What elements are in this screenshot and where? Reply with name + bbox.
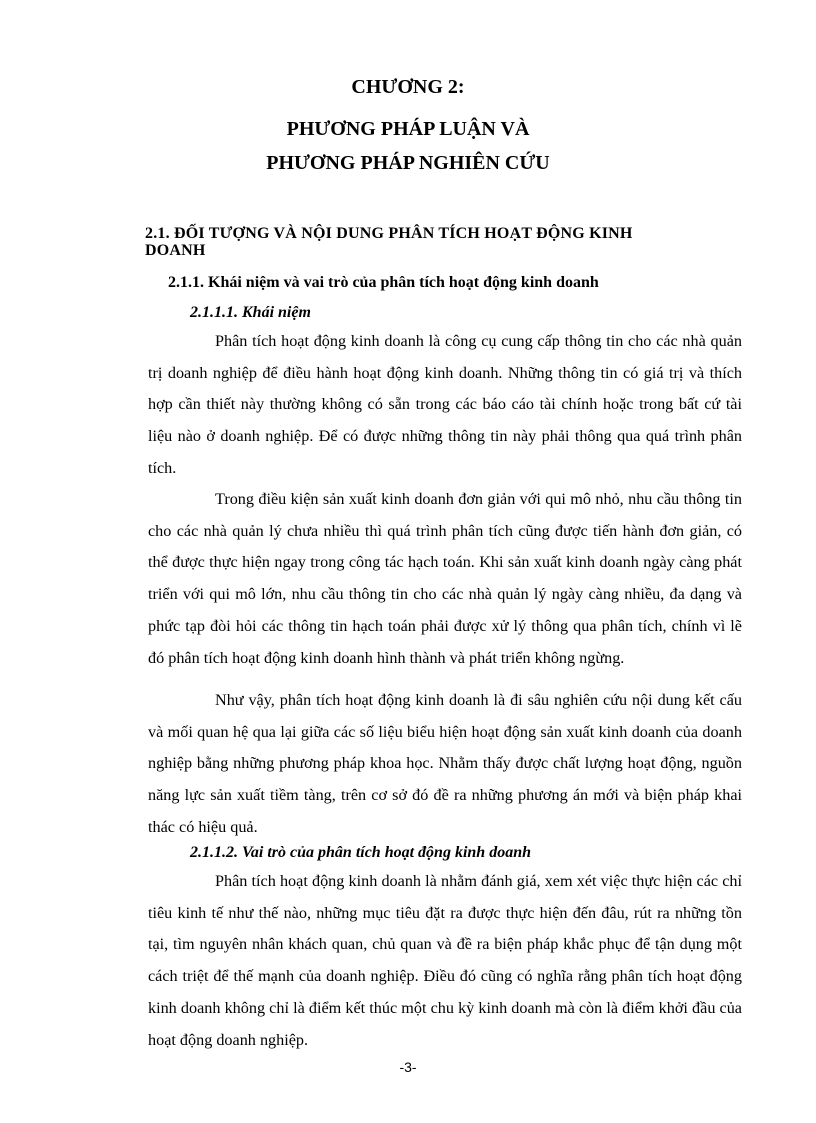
chapter-title-line-2: PHƯƠNG PHÁP NGHIÊN CỨU bbox=[266, 152, 550, 174]
section-heading-2-1-1-1: 2.1.1.1. Khái niệm bbox=[190, 304, 311, 321]
paragraph-vai-tro-1: Phân tích hoạt động kinh doanh là nhằm đánh giá, xem xét việc thực hiện các chỉ tiêu kinh tế như thế nào, những mục tiêu đặt ra được thực hiện đến đâu, rút ra những tồn tại, tìm nguyên nhân khách quan, chủ quan và đề ra biện pháp khắc phục để tận dụng một cách triệt để thế mạnh của doanh nghiệp. Điều đó cũng có nghĩa rằng phân tích hoạt động kinh doanh không chỉ là điểm kết thúc một chu kỳ kinh doanh mà còn là điểm khởi đầu của hoạt động doanh nghiệp. bbox=[148, 872, 742, 1049]
section-heading-2-1-1: 2.1.1. Khái niệm và vai trò của phân tích hoạt động kinh doanh bbox=[168, 274, 599, 291]
page-number: -3- bbox=[399, 1059, 417, 1075]
paragraph-khai-niem-2: Trong điều kiện sản xuất kinh doanh đơn giản với qui mô nhỏ, nhu cầu thông tin cho các nhà quản lý chưa nhiều thì quá trình phân tích cũng được tiến hành đơn giản, có thể được thực hiện ngay trong công tác hạch toán. Khi sản xuất kinh doanh ngày càng phát triển với qui mô lớn, nhu cầu thông tin cho các nhà quản lý ngày càng nhiều, đa dạng và phức tạp đòi hỏi các thông tin hạch toán phải được xử lý thông qua phân tích, chính vì lẽ đó phân tích hoạt động kinh doanh hình thành và phát triển không ngừng. bbox=[148, 490, 742, 667]
section-heading-2-1-1-2: 2.1.1.2. Vai trò của phân tích hoạt động kinh doanh bbox=[190, 844, 531, 861]
chapter-title-line-1: PHƯƠNG PHÁP LUẬN VÀ bbox=[286, 118, 530, 140]
paragraph-khai-niem-1: Phân tích hoạt động kinh doanh là công cụ cung cấp thông tin cho các nhà quản trị doanh nghiệp để điều hành hoạt động kinh doanh. Những thông tin có giá trị và thích hợp cần thiết này thường không có sẵn trong các báo cáo tài chính hoặc trong bất cứ tài liệu nào ở doanh nghiệp. Để có được những thông tin này phải thông qua quá trình phân tích. bbox=[148, 332, 742, 477]
paragraph-khai-niem-3: Như vậy, phân tích hoạt động kinh doanh là đi sâu nghiên cứu nội dung kết cấu và mối quan hệ qua lại giữa các số liệu biểu hiện hoạt động sản xuất kinh doanh của doanh nghiệp bằng những phương pháp khoa học. Nhằm thấy được chất lượng hoạt động, nguồn năng lực sản xuất tiềm tàng, trên cơ sở đó đề ra những phương án mới và biện pháp khai thác có hiệu quả. bbox=[148, 691, 742, 836]
section-heading-2-1: 2.1. ĐỐI TƯỢNG VÀ NỘI DUNG PHÂN TÍCH HOẠT ĐỘNG KINH DOANH bbox=[145, 225, 633, 259]
chapter-number: CHƯƠNG 2: bbox=[351, 76, 465, 98]
